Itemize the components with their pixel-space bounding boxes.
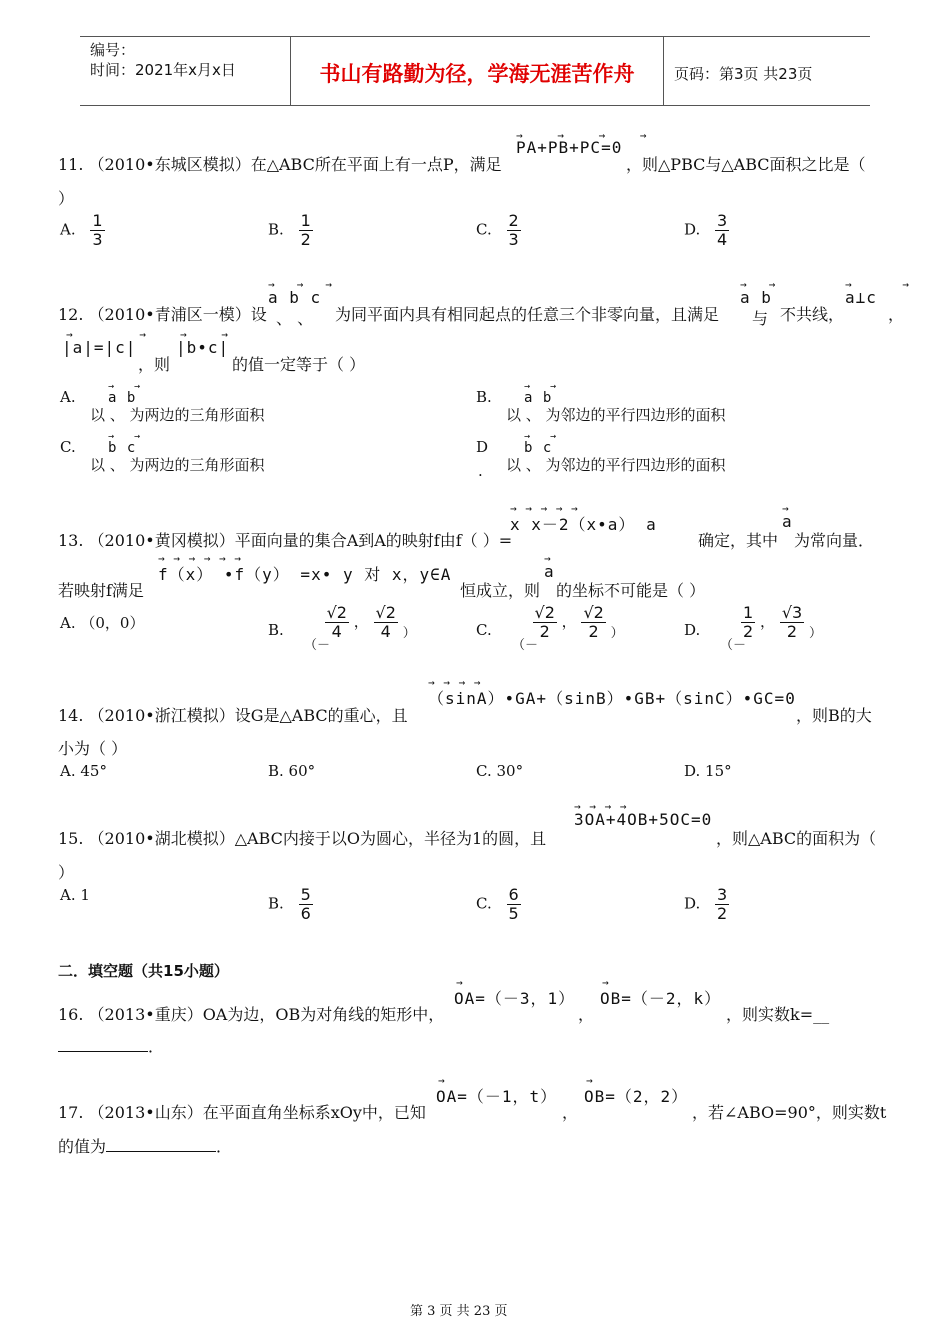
q12-vectors-abc: →→→ a b c [268,278,354,307]
q14-equation: → → → → （sinA）•GA+（sinB）•GB+（sinC）•GC=0 [428,676,796,708]
q17-stem-b: ，若∠ABO=90°，则实数t [692,1103,887,1122]
page-footer: 第 3 页 共 23 页 [410,1304,508,1319]
q16-comma: ， [578,1005,595,1024]
q12-abs-dot: → → |b•c| [176,328,242,357]
q13-const-vector: → a [782,502,793,531]
q15-equation: → → → → 3OA+4OB+5OC=0 [574,800,713,829]
q11-option-d[interactable]: D. $\frac{3}{4}$ [684,211,728,249]
q13-option-d[interactable]: D. （－ $\frac{1}{2}$ ， $\frac{√3}{2}$ ） [684,603,822,653]
q11-stem-b: ，则△PBC与△ABC面积之比是（ [626,155,866,174]
q13-stem-b: 确定，其中 [698,531,779,550]
q11-option-c[interactable]: C. $\frac{2}{3}$ [476,211,519,249]
q14-stem-a: 14. （2010•浙江模拟）设G是△ABC的重心，且 [58,706,408,725]
q15-option-c[interactable]: C. $\frac{6}{5}$ [476,885,519,923]
q13-stem-e: 恒成立，则 [460,581,541,600]
q17-stem-a: 17. （2013•山东）在平面直角坐标系xOy中，已知 [58,1103,426,1122]
q13-stem-f: 的坐标不可能是（ ） [556,581,706,600]
q16-stem-b: ，则实数k=__ [726,1005,830,1024]
q11-vector-equation: → → → → PA+PB+PC=0 [516,129,661,157]
q13-stem-c: 为常向量． [794,531,875,550]
q12-vectors-ab: →→ a b [740,278,798,307]
q11-option-b[interactable]: B. $\frac{1}{2}$ [268,211,311,249]
q16-answer-line[interactable]: ． [58,1034,164,1057]
q17-answer-line[interactable]: 的值为 ． [58,1137,233,1156]
q14-option-a[interactable]: A. 45° [60,762,107,780]
q16-oa: → OA=（－3，1） [454,976,576,1008]
q15-option-d[interactable]: D. $\frac{3}{2}$ [684,885,728,923]
q15-stem-c: ） [58,863,75,882]
q12-comma: ， [888,305,905,324]
q12-stem-c: 不共线， [780,305,845,324]
q13-vector-a: → a [544,552,555,581]
q14-option-d[interactable]: D. 15° [684,762,732,780]
q14-stem-b: ，则B的大 [796,706,872,725]
q12-separators: 、 、 [276,309,314,328]
section-fill-in-title: 二．填空题（共15小题） [58,962,229,980]
q12-option-b[interactable]: B. →→ a b 以 、 为邻边的平行四边形的面积 [476,381,726,424]
q12-stem-d: 的值一定等于（ ） [232,355,366,374]
q12-option-a[interactable]: A. →→ a b 以 、 为两边的三角形面积 [60,381,265,424]
q17-oa: → OA=（－1，t） [436,1074,558,1106]
q13-stem-a: 13. （2010•黄冈模拟）平面向量的集合A到A的映射f由f（ ）= [58,531,513,550]
q13-option-b[interactable]: B. （－ $\frac{√2}{4}$ ， $\frac{√2}{4}$ ） [268,603,416,653]
q15-stem-b: ，则△ABC的面积为（ [716,829,877,848]
q13-condition: → → → → → → f（x） •f（y） =x• y 对 x，y∈A [158,552,452,584]
q11-stem: 11. （2010•东城区模拟）在△ABC所在平面上有一点P，满足 [58,155,502,174]
q16-blank[interactable] [58,1035,148,1052]
q14-option-c[interactable]: C. 30° [476,762,524,780]
q12-option-c[interactable]: C. →→ b c 以 、 为两边的三角形面积 [60,431,265,474]
q11-option-a[interactable]: A. $\frac{1}{3}$ [60,211,103,249]
q16-ob: → OB=（－2，k） [600,976,722,1008]
page-header [80,36,870,106]
q14-option-b[interactable]: B. 60° [268,762,316,780]
q17-blank[interactable] [106,1135,216,1152]
q12-perp: → → a⊥c [845,278,931,307]
q13-stem-d: 若映射f满足 [58,581,144,600]
q11-stem-c: ） [58,189,75,208]
date-label: 时间：2021年x月x日 [90,61,236,79]
motto: 书山有路勤为径，学海无涯苦作舟 [291,37,664,105]
q17-ob: → OB=（2，2） [584,1074,689,1106]
q15-stem-a: 15. （2010•湖北模拟）△ABC内接于以O为圆心，半径为1的圆，且 [58,829,547,848]
q12-and: 与 [752,309,769,328]
q15-option-b[interactable]: B. $\frac{5}{6}$ [268,885,311,923]
q13-option-a[interactable]: A. （0，0） [60,614,145,632]
q13-option-c[interactable]: C. （－ $\frac{√2}{2}$ ， $\frac{√2}{2}$ ） [476,603,624,653]
q12-abs-equal: → → |a|=|c| [62,328,176,357]
q12-stem-b: 为同平面内具有相同起点的任意三个非零向量，且满足 [335,305,720,324]
header-left-cell [80,37,291,105]
q12-then: ，则 [138,355,171,374]
page-info: 页码：第3页 共23页 [674,64,813,83]
q12-option-d[interactable]: D . →→ b c 以 、 为邻边的平行四边形的面积 [476,431,726,480]
code-label: 编号： [90,41,136,59]
q13-mapping: → → → → → x x－2（x•a） a [510,502,657,534]
q16-stem-a: 16. （2013•重庆）OA为边，OB为对角线的矩形中， [58,1005,445,1024]
q15-option-a[interactable]: A. 1 [60,886,90,904]
q12-stem-a: 12. （2010•青浦区一模）设 [58,305,267,324]
q17-comma: ， [562,1103,579,1122]
q14-stem-c: 小为（ ） [58,739,128,758]
